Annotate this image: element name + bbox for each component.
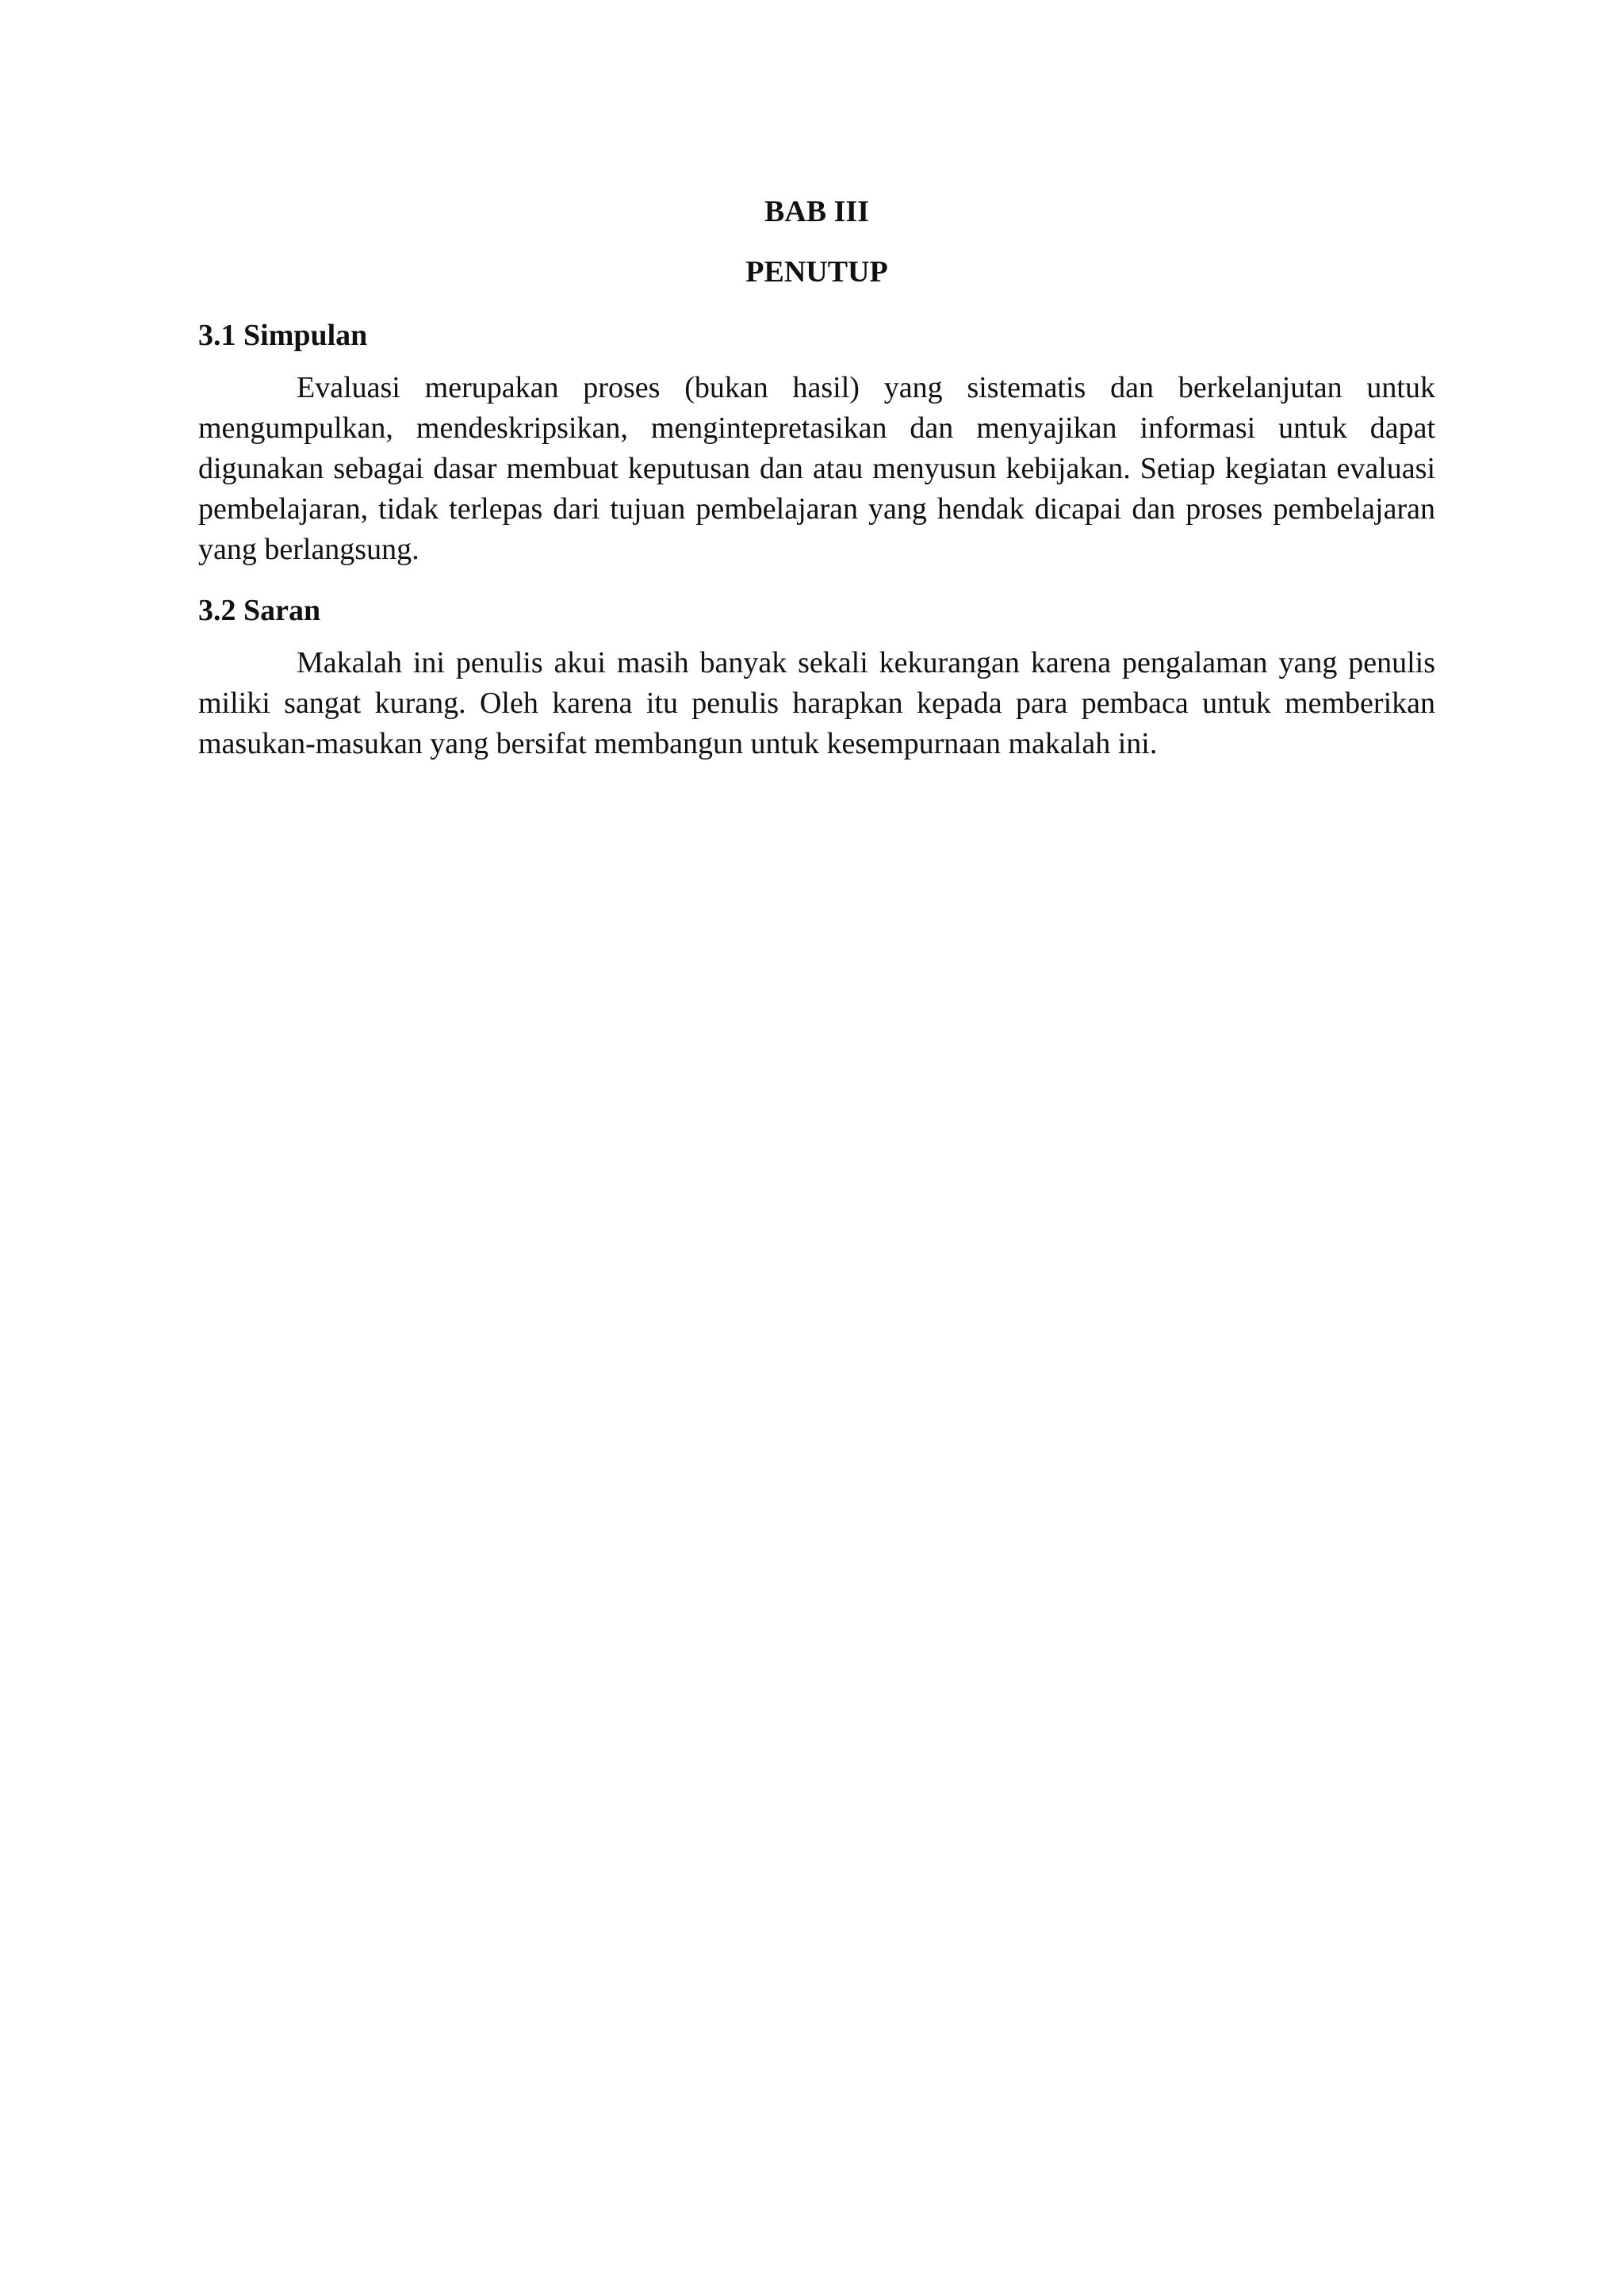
section-paragraph: Evaluasi merupakan proses (bukan hasil) yang sistematis dan berkelanjutan untuk mengumpulkan, mendeskripsikan, mengintepretasikan dan menyajikan informasi untuk dapat digunakan sebagai dasar membuat keputusan dan atau menyusun kebijakan. Setiap kegiatan evaluasi pembelajaran, tidak terlepas dari tujuan pembelajaran yang hendak dicapai dan proses pembelajaran yang berlangsung. xyxy=(198,371,1435,566)
chapter-title: PENUTUP xyxy=(745,255,888,289)
section-simpulan xyxy=(198,312,1435,570)
section-paragraph: Makalah ini penulis akui masih banyak sekali kekurangan karena pengalaman yang penulis miliki sangat kurang. Oleh karena itu penulis harapkan kepada para pembaca untuk memberikan masukan-masukan yang bersifat membangun untuk kesempurnaan makalah ini. xyxy=(198,646,1435,760)
section-heading: 3.2 Saran xyxy=(198,594,321,627)
section-saran xyxy=(198,587,1435,764)
chapter-number: BAB III xyxy=(764,195,869,228)
page-content xyxy=(198,189,1435,775)
section-heading: 3.1 Simpulan xyxy=(198,319,368,352)
